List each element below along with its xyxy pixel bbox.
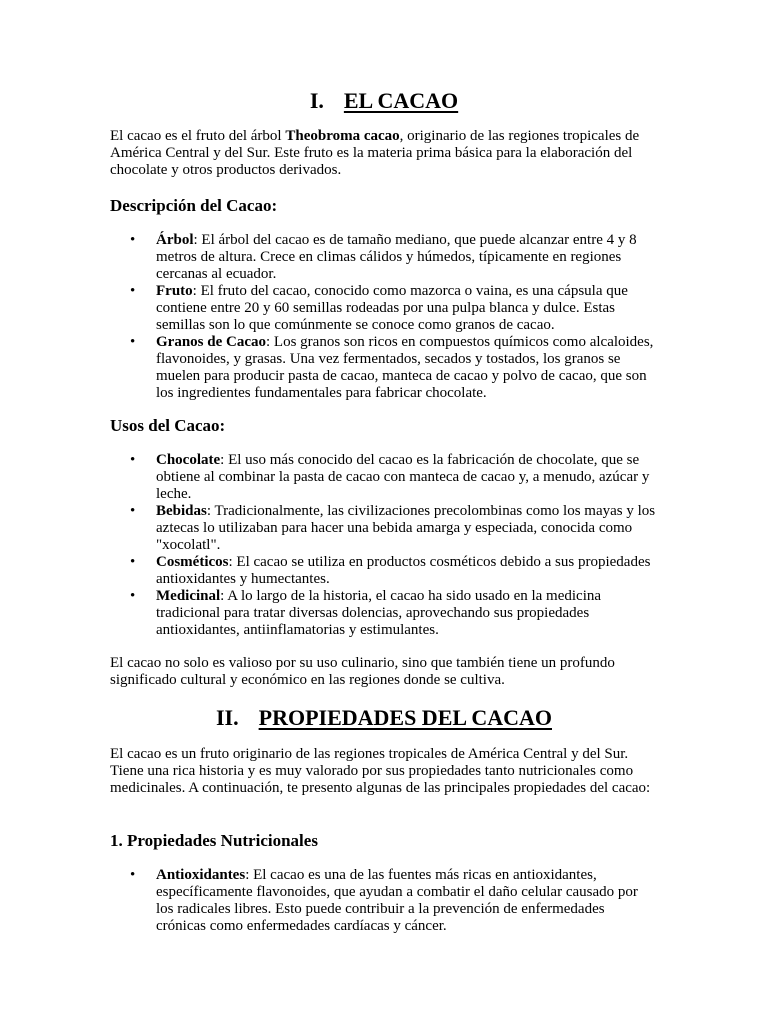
list-item — [110, 503, 658, 554]
bullet-icon: • — [130, 503, 136, 519]
section-1-number: I. — [309, 88, 324, 113]
list-item-text: : Los granos son ricos en compuestos químicos como alcaloides, flavonoides, y grasas. Una vez fermentados, secados y tostados, los granos se muelen para producir pasta de cacao, manteca de cacao y polvo de cacao, que son los ingredientes fundamentales para fabricar chocolate. — [156, 334, 654, 401]
list-item-text: : El árbol del cacao es de tamaño mediano, que puede alcanzar entre 4 y 8 metros de altura. Crece en climas cálidos y húmedos, típicamente en regiones cercanas al ecuador. — [156, 232, 637, 282]
list-item — [110, 867, 658, 935]
section-2-number: II. — [216, 705, 239, 730]
nutrition-heading: 1. Propiedades Nutricionales — [110, 831, 318, 850]
list-item-term: Chocolate — [156, 452, 221, 468]
intro-text-before: El cacao es el fruto del árbol — [110, 128, 286, 144]
uses-list — [110, 452, 658, 639]
section-2-intro: El cacao es un fruto originario de las regiones tropicales de América Central y del Sur. Tiene una rica historia y es muy valorado por sus propiedades tanto nutricionales como medicinales. A continuación, te presento algunas de las principales propiedades del cacao: — [110, 746, 651, 796]
nutrition-list — [110, 867, 658, 935]
bullet-icon: • — [130, 452, 136, 468]
list-item-text: : El uso más conocido del cacao es la fabricación de chocolate, que se obtiene al combinar la pasta de cacao con manteca de cacao y, a menudo, azúcar y leche. — [156, 452, 650, 502]
list-item-term: Cosméticos — [156, 554, 229, 570]
intro-scientific-name: Theobroma cacao — [285, 128, 400, 144]
bullet-icon: • — [130, 334, 136, 350]
list-item-text: : El fruto del cacao, conocido como mazorca o vaina, es una cápsula que contiene entre 20 y 60 semillas rodeadas por una pulpa blanca y dulce. Estas semillas son lo que comúnmente se conoce como granos de cacao. — [156, 283, 628, 333]
list-item-term: Árbol — [156, 232, 194, 248]
list-item-term: Antioxidantes — [156, 867, 246, 883]
section-1-closing: El cacao no solo es valioso por su uso culinario, sino que también tiene un profundo significado cultural y económico en las regiones donde se cultiva. — [110, 655, 615, 688]
section-2-title: PROPIEDADES DEL CACAO — [258, 705, 552, 730]
description-heading: Descripción del Cacao: — [110, 196, 278, 215]
list-item — [110, 283, 658, 334]
bullet-icon: • — [130, 232, 136, 248]
list-item — [110, 554, 658, 588]
list-item-term: Fruto — [156, 283, 193, 299]
intro-text-after: , originario de las regiones tropicales de América Central y del Sur. Este fruto es la materia prima básica para la elaboración del chocolate y otros productos derivados. — [110, 128, 640, 178]
description-list — [110, 232, 658, 402]
section-1-title: EL CACAO — [343, 88, 459, 113]
list-item — [110, 588, 658, 639]
list-item-text: : El cacao es una de las fuentes más ricas en antioxidantes, específicamente flavonoides, que ayudan a combatir el daño celular causado por los radicales libres. Esto puede contribuir a la prevención de enfermedades crónicas como enfermedades cardíacas y cáncer. — [156, 867, 638, 934]
bullet-icon: • — [130, 867, 136, 883]
list-item — [110, 452, 658, 503]
bullet-icon: • — [130, 283, 136, 299]
list-item-term: Medicinal — [156, 588, 221, 604]
list-item-term: Bebidas — [156, 503, 207, 519]
list-item-text: : A lo largo de la historia, el cacao ha sido usado en la medicina tradicional para tratar diversas dolencias, aprovechando sus propiedades antioxidantes, antiinflamatorias y estimulantes. — [156, 588, 602, 638]
section-2-heading — [0, 705, 768, 731]
section-1-heading — [0, 88, 768, 114]
list-item — [110, 232, 658, 283]
list-item-text: : Tradicionalmente, las civilizaciones precolombinas como los mayas y los aztecas lo utilizaban para hacer una bebida amarga y especiada, conocida como "xocolatl". — [156, 503, 656, 553]
uses-heading: Usos del Cacao: — [110, 416, 226, 435]
list-item-term: Granos de Cacao — [156, 334, 266, 350]
bullet-icon: • — [130, 554, 136, 570]
list-item — [110, 334, 658, 402]
section-1-intro — [110, 128, 658, 179]
bullet-icon: • — [130, 588, 136, 604]
list-item-text: : El cacao se utiliza en productos cosméticos debido a sus propiedades antioxidantes y humectantes. — [156, 554, 651, 587]
